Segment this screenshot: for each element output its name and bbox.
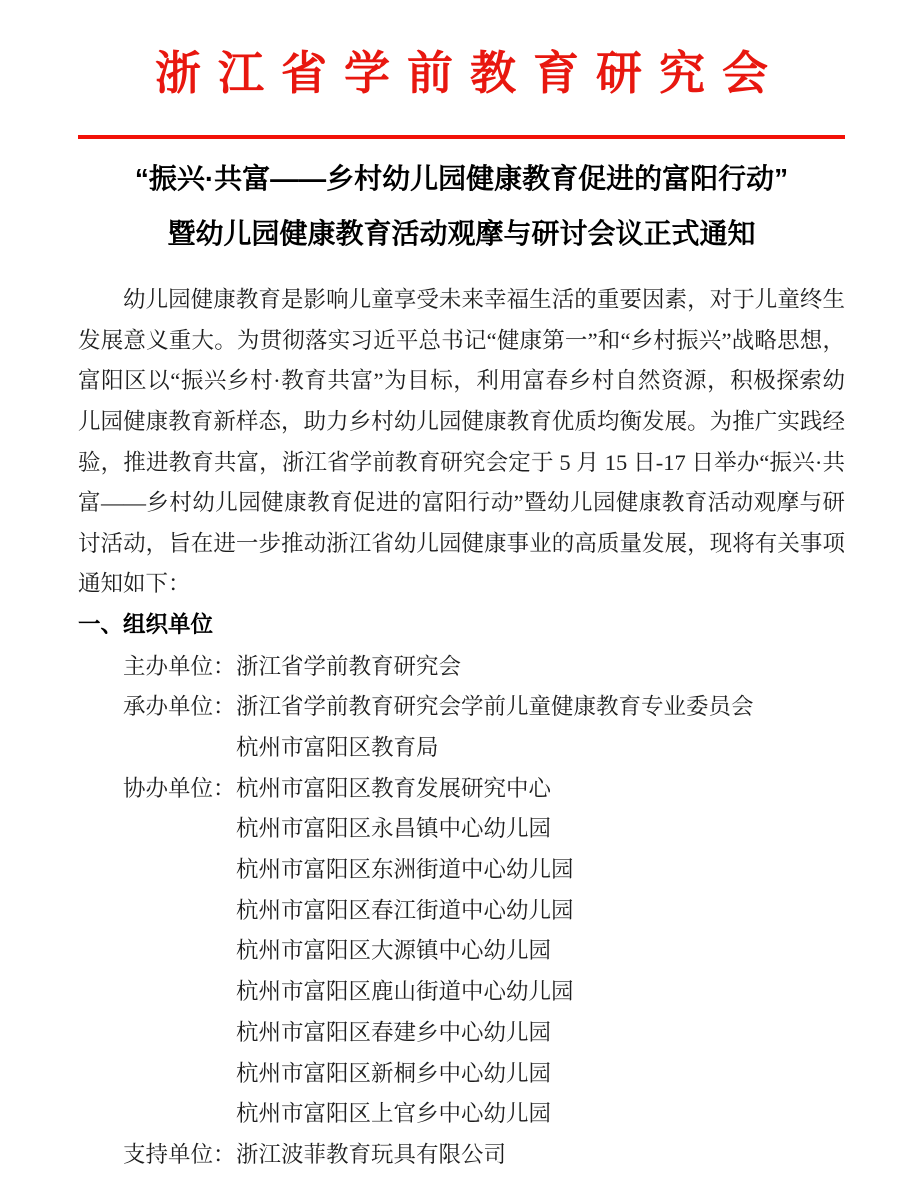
organizer-role-label-spacer (123, 931, 236, 972)
organizer-row-coorganizer-cont (78, 1094, 845, 1135)
organizer-name: 杭州市富阳区上官乡中心幼儿园 (236, 1101, 552, 1127)
organizer-role-label-spacer (123, 1013, 236, 1054)
organizer-name: 杭州市富阳区教育发展研究中心 (236, 775, 552, 801)
organizer-row-coorganizer-cont (78, 931, 845, 972)
organizer-name: 浙江省学前教育研究会学前儿童健康教育专业委员会 (236, 694, 754, 720)
organizer-role-label: 支持单位： (123, 1141, 236, 1167)
notice-title-line2: 暨幼儿园健康教育活动观摩与研讨会议正式通知 (167, 218, 756, 250)
organizer-row-host (78, 647, 845, 688)
organizer-row-coorganizer-cont (78, 891, 845, 932)
organizer-name: 杭州市富阳区春建乡中心幼儿园 (236, 1019, 552, 1045)
section-heading-organizers: 一、组织单位 (78, 611, 214, 637)
letterhead (78, 46, 845, 139)
organizer-role-label: 主办单位： (123, 653, 236, 679)
organizer-row-coorganizer-cont (78, 809, 845, 850)
organizer-name: 杭州市富阳区教育局 (236, 734, 439, 760)
organizer-role-label-spacer (123, 1094, 236, 1135)
organizer-role-label-spacer (123, 891, 236, 932)
organizer-row-undertaker-cont (78, 728, 845, 769)
organizer-row-undertaker (78, 687, 845, 728)
organizer-role-label-spacer (123, 728, 236, 769)
organizer-role-label: 协办单位： (123, 775, 236, 801)
organizer-role-label-spacer (123, 850, 236, 891)
organizer-role-label-spacer (123, 972, 236, 1013)
organizer-list (78, 647, 845, 1176)
organizer-row-coorganizer-cont (78, 972, 845, 1013)
organizer-name: 杭州市富阳区大源镇中心幼儿园 (236, 938, 552, 964)
intro-paragraph: 幼儿园健康教育是影响儿童享受未来幸福生活的重要因素，对于儿童终生发展意义重大。为贯彻落实习近平总书记“健康第一”和“乡村振兴”战略思想，富阳区以“振兴乡村·教育共富”为目标，利用富春乡村自然资源，积极探索幼儿园健康教育新样态，助力乡村幼儿园健康教育优质均衡发展。为推广实践经验，推进教育共富，浙江省学前教育研究会定于 5 月 15 日-17 日举办“振兴·共富——乡村幼儿园健康教育促进的富阳行动”暨幼儿园健康教育活动观摩与研讨活动，旨在进一步推动浙江省幼儿园健康事业的高质量发展，现将有关事项通知如下： (78, 287, 845, 597)
organizer-name: 杭州市富阳区春江街道中心幼儿园 (236, 897, 574, 923)
organizer-row-supporter (78, 1135, 845, 1176)
organizer-name: 杭州市富阳区东洲街道中心幼儿园 (236, 857, 574, 883)
organizer-name: 浙江波菲教育玩具有限公司 (236, 1141, 507, 1167)
organizer-name: 杭州市富阳区新桐乡中心幼儿园 (236, 1060, 552, 1086)
organizer-row-coorganizer-cont (78, 850, 845, 891)
organizer-role-label-spacer (123, 1054, 236, 1095)
organizer-row-coorganizer-cont (78, 1054, 845, 1095)
organizer-role-label: 承办单位： (123, 694, 236, 720)
organizer-role-label-spacer (123, 809, 236, 850)
letterhead-org-name: 浙江省学前教育研究会 (155, 48, 785, 99)
organizer-name: 杭州市富阳区永昌镇中心幼儿园 (236, 816, 552, 842)
notice-title-line1: “振兴·共富——乡村幼儿园健康教育促进的富阳行动” (134, 163, 789, 195)
organizer-name: 杭州市富阳区鹿山街道中心幼儿园 (236, 979, 574, 1005)
letterhead-divider (78, 135, 845, 139)
organizer-row-coorganizer-cont (78, 1013, 845, 1054)
organizer-name: 浙江省学前教育研究会 (236, 653, 462, 679)
organizer-row-coorganizer (78, 769, 845, 810)
